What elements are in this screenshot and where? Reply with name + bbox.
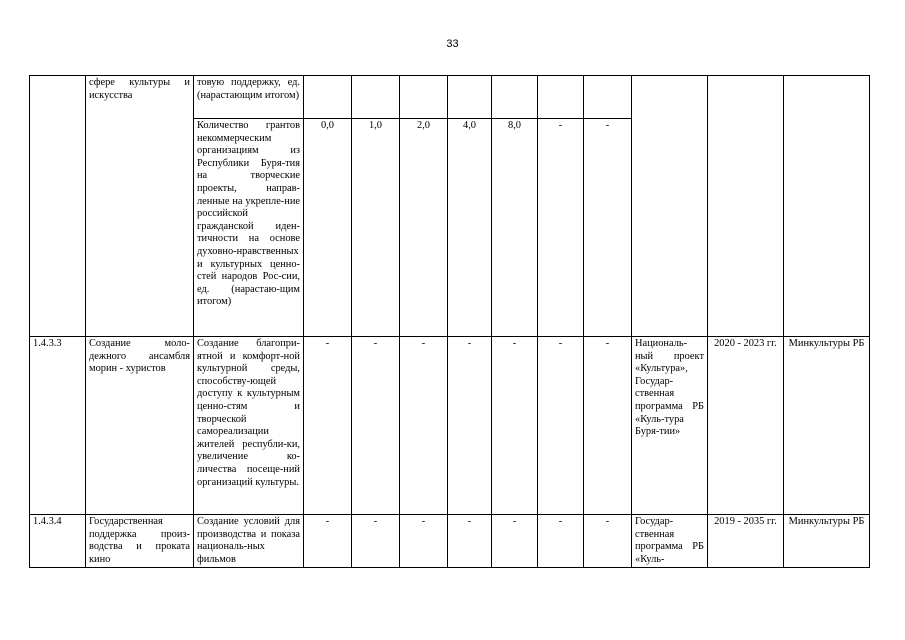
- cell-value: -: [584, 119, 632, 337]
- cell-measure-name: Государственная поддержка произ-водства и проката кино: [86, 515, 194, 568]
- table-row: [30, 76, 870, 119]
- cell-value: -: [448, 515, 492, 568]
- cell-value: [400, 76, 448, 119]
- cell-program: [632, 76, 708, 337]
- cell-value: [352, 76, 400, 119]
- cell-value: 2,0: [400, 119, 448, 337]
- cell-value: -: [400, 515, 448, 568]
- cell-value: -: [400, 337, 448, 515]
- cell-value: -: [304, 515, 352, 568]
- measures-table: [29, 75, 870, 568]
- cell-indicator: Создание условий для производства и показа националь-ных фильмов: [194, 515, 304, 568]
- cell-code: [30, 76, 86, 337]
- page-number: 33: [446, 38, 459, 50]
- cell-program: Государ-ственная программа РБ «Куль-: [632, 515, 708, 568]
- cell-code: 1.4.3.3: [30, 337, 86, 515]
- cell-value: -: [492, 337, 538, 515]
- cell-measure-name: сфере культуры и искусства: [86, 76, 194, 337]
- cell-value: [448, 76, 492, 119]
- cell-period: [708, 76, 784, 337]
- cell-value: 8,0: [492, 119, 538, 337]
- cell-value: 4,0: [448, 119, 492, 337]
- cell-value: 0,0: [304, 119, 352, 337]
- cell-value: -: [492, 515, 538, 568]
- cell-value: -: [538, 515, 584, 568]
- cell-value: -: [584, 515, 632, 568]
- cell-executor: Минкультуры РБ: [784, 515, 870, 568]
- table-row: [30, 515, 870, 568]
- cell-value: -: [448, 337, 492, 515]
- cell-program: Националь-ный проект «Культура», Государ-ственная программа РБ «Куль-тура Буря-тии»: [632, 337, 708, 515]
- cell-value: -: [584, 337, 632, 515]
- cell-measure-name: Создание моло-дежного ансамбля морин - хуристов: [86, 337, 194, 515]
- cell-value: -: [538, 119, 584, 337]
- cell-value: [538, 76, 584, 119]
- cell-executor: Минкультуры РБ: [784, 337, 870, 515]
- cell-period: 2019 - 2035 гг.: [708, 515, 784, 568]
- cell-value: [304, 76, 352, 119]
- cell-value: -: [352, 337, 400, 515]
- cell-value: 1,0: [352, 119, 400, 337]
- cell-indicator: товую поддержку, ед. (нарастающим итогом): [194, 76, 304, 119]
- cell-value: [492, 76, 538, 119]
- cell-indicator: Количество грантов некоммерческим организациям из Республики Буря-тия на творческие проекты, направ-ленные на укрепле-ние российской гражданской иден-тичности на основе духовно-нравственных и культурных ценно-стей народов Рос-сии, ед. (нарастаю-щим итогом): [194, 119, 304, 337]
- cell-value: -: [304, 337, 352, 515]
- cell-executor: [784, 76, 870, 337]
- cell-value: -: [538, 337, 584, 515]
- cell-code: 1.4.3.4: [30, 515, 86, 568]
- cell-period: 2020 - 2023 гг.: [708, 337, 784, 515]
- table-row: [30, 337, 870, 515]
- cell-value: [584, 76, 632, 119]
- cell-value: -: [352, 515, 400, 568]
- cell-indicator: Создание благопри-ятной и комфорт-ной культурной среды, способству-ющей доступу к культурным ценно-стям и творческой самореализации жителей республи-ки, увеличение ко-личества посеще-ний организаций культуры.: [194, 337, 304, 515]
